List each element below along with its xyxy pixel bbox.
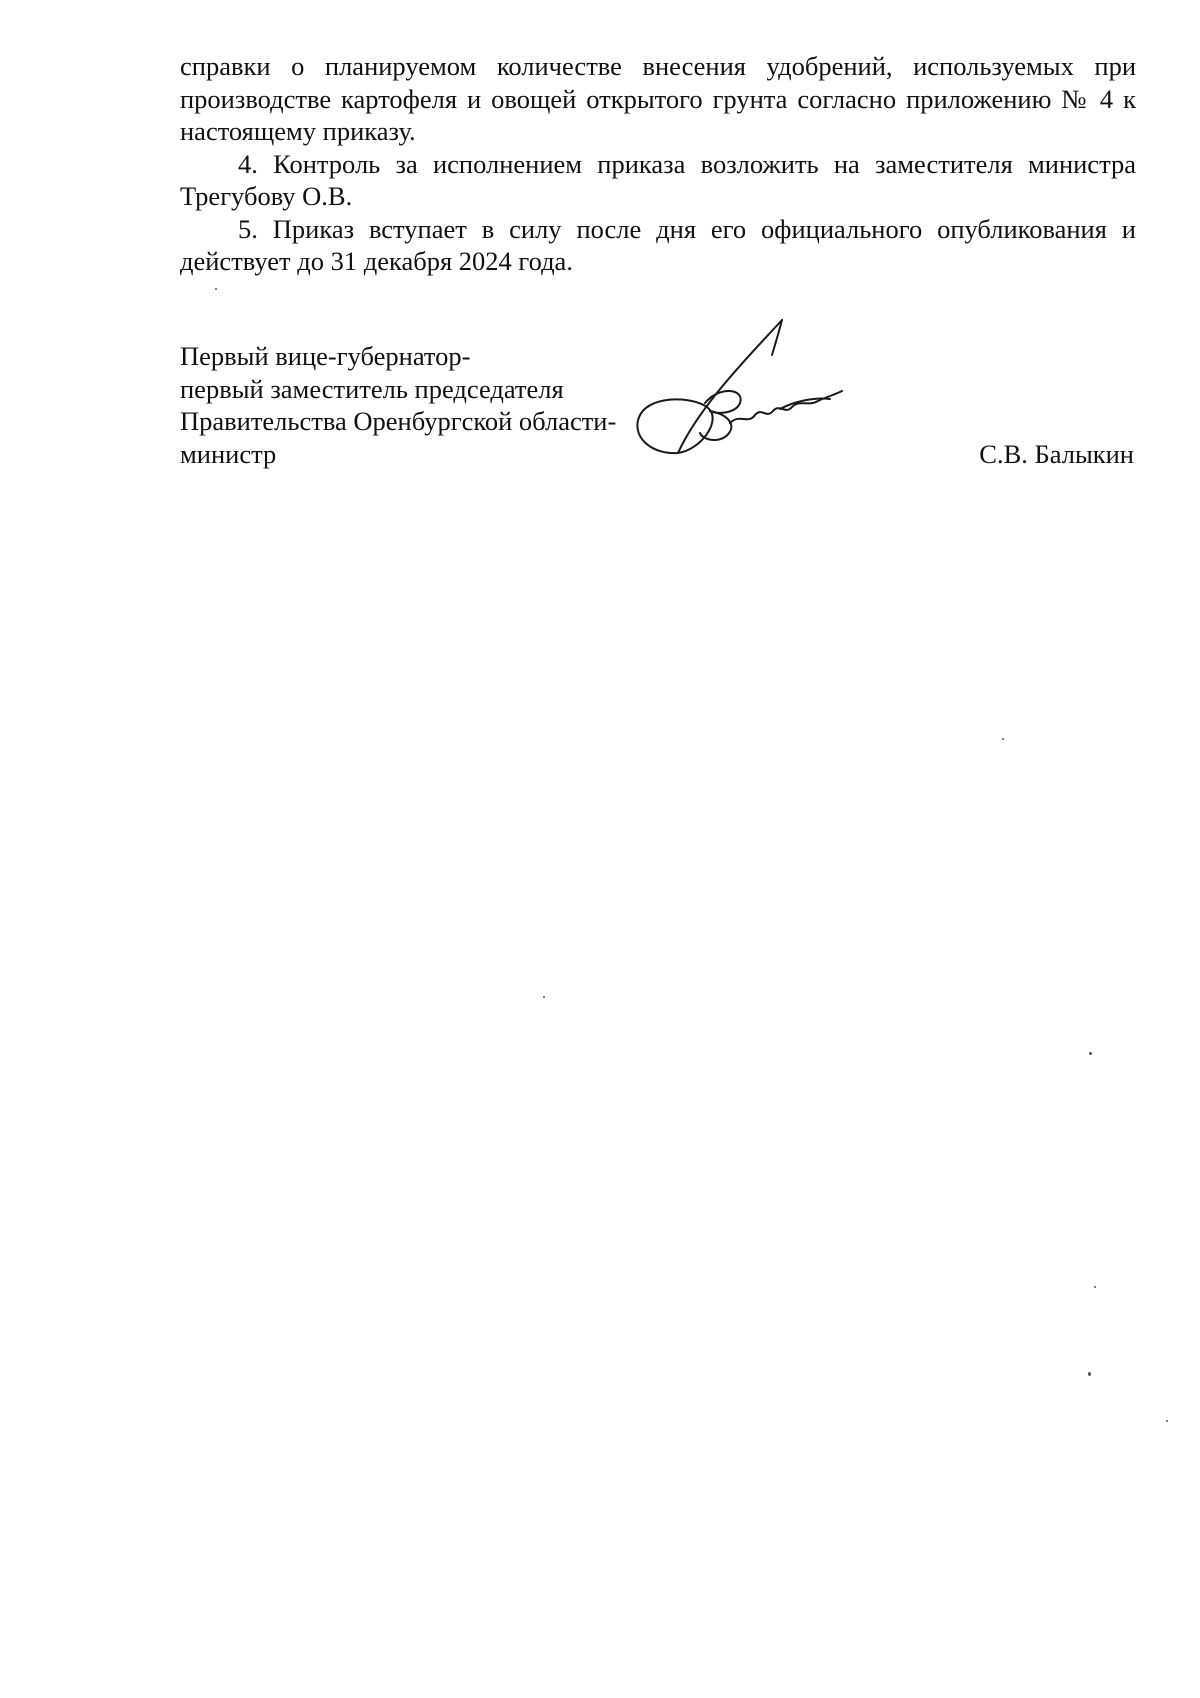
position-line: министр [180,438,277,469]
scan-speck [1088,1372,1091,1376]
scan-speck [1094,1286,1096,1288]
document-body [180,50,1136,278]
paragraph-item-4: 4. Контроль за исполнением приказа возложить на заместителя министра Трегубову О.В. [180,148,1136,211]
position-line: Правительства Оренбургской области- [180,406,617,436]
scan-speck [215,288,217,290]
paragraph-item-5: 5. Приказ вступает в силу после дня его официального опубликования и действует до 31 декабря 2024 года. [180,213,1136,276]
handwritten-signature [630,315,850,475]
scan-speck [1089,1052,1092,1055]
scan-speck [543,996,545,998]
signatory-position [180,340,616,470]
scan-speck [1002,738,1004,740]
signatory-name: С.В. Балыкин [979,439,1134,469]
scan-speck [1166,1420,1168,1422]
position-line: первый заместитель председателя [180,373,564,404]
position-line: Первый вице-губернатор- [180,341,471,371]
paragraph-continuation: справки о планируемом количестве внесения удобрений, используемых при производстве картофеля и овощей открытого грунта согласно приложению № 4 к настоящему приказу. [180,51,1136,146]
